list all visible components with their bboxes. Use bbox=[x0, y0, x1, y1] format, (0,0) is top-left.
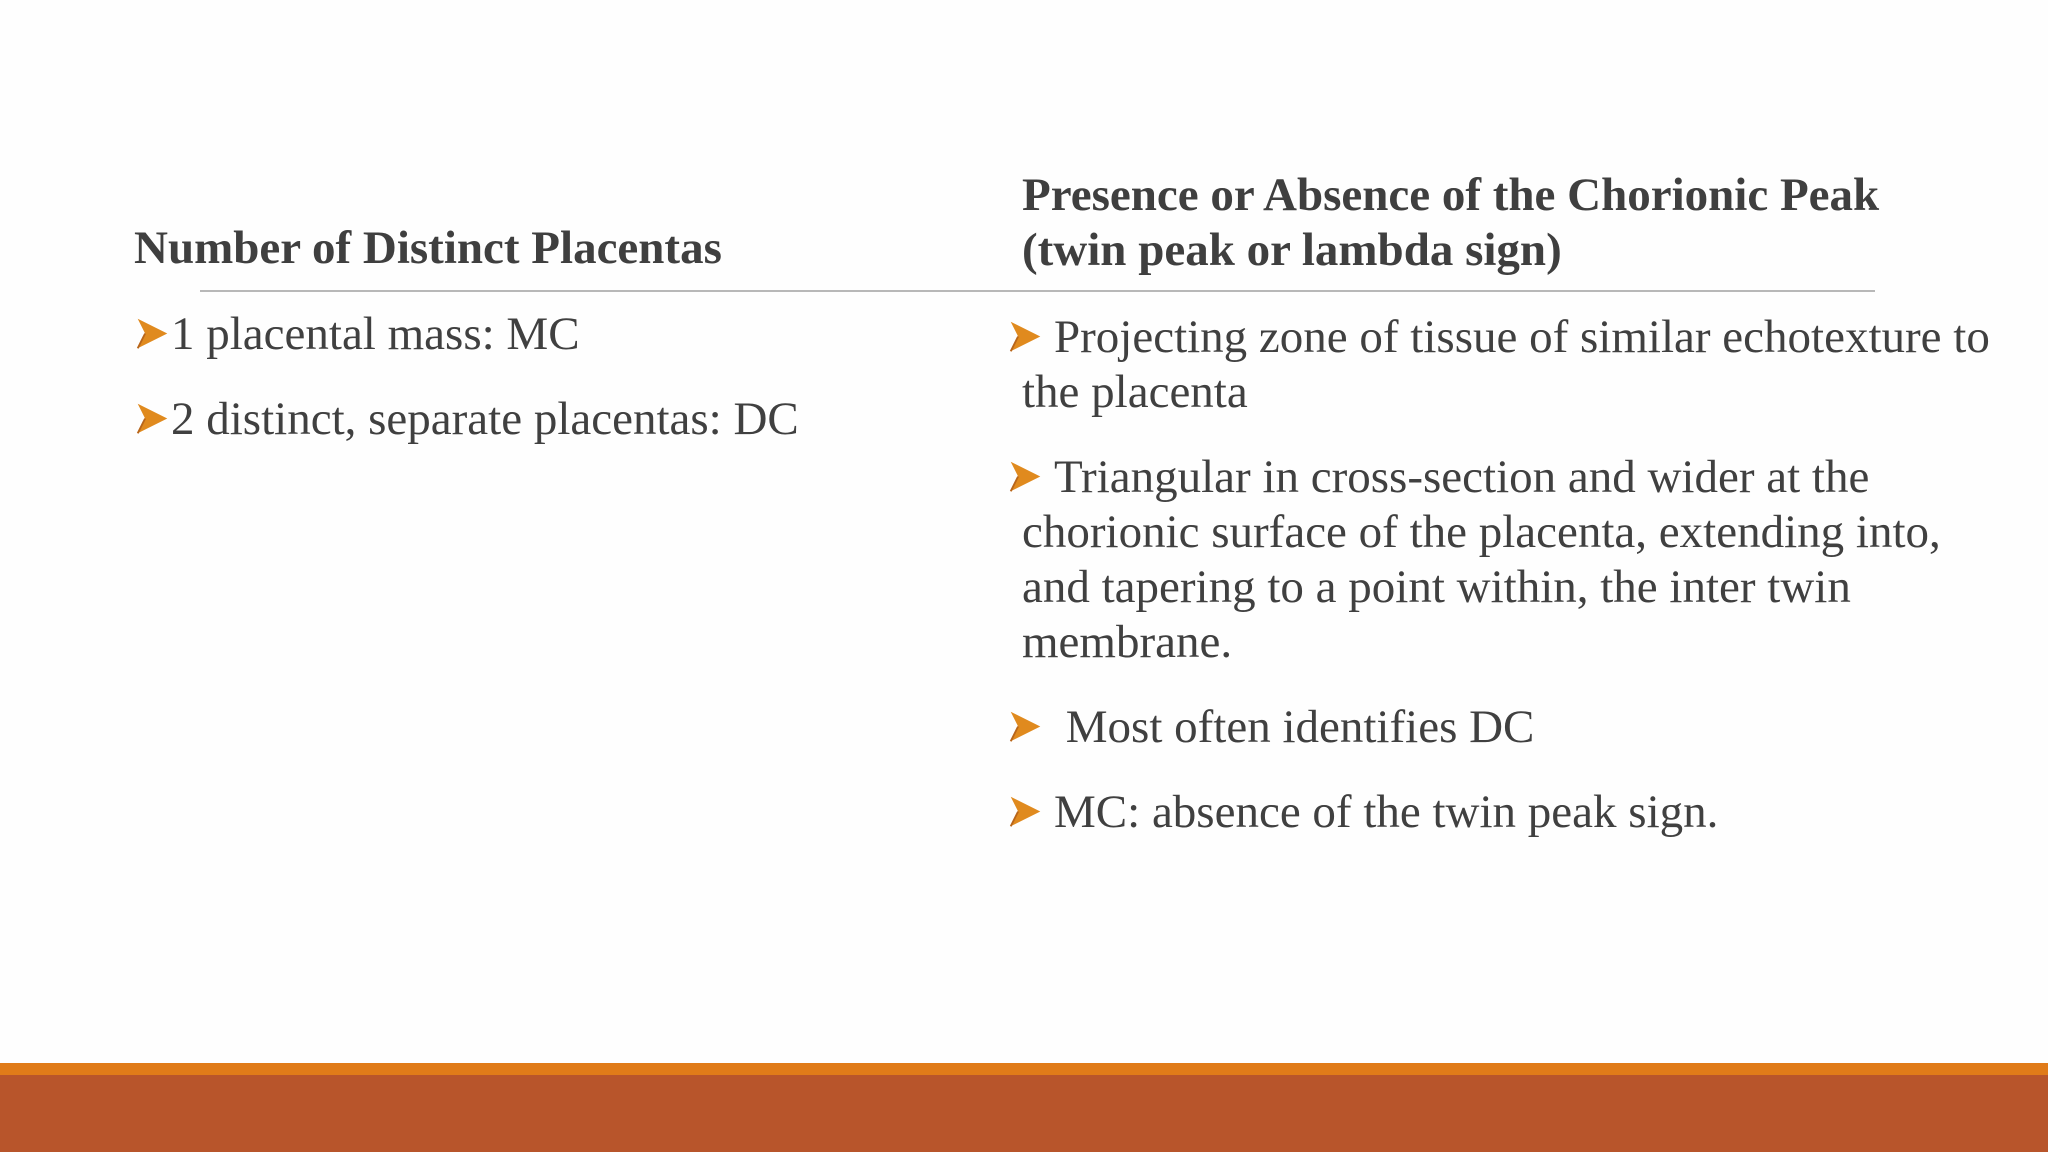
arrow-bullet-icon bbox=[1007, 793, 1044, 830]
right-column-heading bbox=[1022, 168, 2022, 278]
list-item bbox=[1007, 700, 2007, 755]
bullet-text: Projecting zone of tissue of similar echotexture to the placenta bbox=[1022, 311, 1990, 418]
bullet-text: MC: absence of the twin peak sign. bbox=[1054, 786, 1719, 838]
bullet-text: 2 distinct, separate placentas: DC bbox=[171, 393, 799, 445]
arrow-bullet-icon bbox=[134, 315, 171, 352]
right-heading-line2: (twin peak or lambda sign) bbox=[1022, 224, 1562, 276]
bottom-footer-bar bbox=[0, 1075, 2048, 1152]
bullet-text: Triangular in cross-section and wider at the chorionic surface of the placenta, extending into, and tapering to a point within, the inter twin membrane. bbox=[1022, 451, 1941, 668]
arrow-bullet-icon bbox=[134, 400, 171, 437]
bullet-text: Most often identifies DC bbox=[1054, 701, 1535, 753]
left-column-heading: Number of Distinct Placentas bbox=[134, 222, 722, 274]
left-bullet-list bbox=[134, 307, 994, 477]
list-item bbox=[1007, 785, 2007, 840]
arrow-bullet-icon bbox=[1007, 708, 1044, 745]
list-item bbox=[1007, 310, 2007, 420]
bottom-accent-stripe bbox=[0, 1063, 2048, 1075]
bullet-text: 1 placental mass: MC bbox=[171, 308, 580, 360]
right-bullet-list bbox=[1007, 310, 2007, 870]
header-divider bbox=[200, 290, 1875, 292]
right-heading-line1: Presence or Absence of the Chorionic Peak bbox=[1022, 169, 1880, 221]
list-item bbox=[1007, 450, 2007, 670]
list-item bbox=[134, 392, 994, 447]
list-item bbox=[134, 307, 994, 362]
arrow-bullet-icon bbox=[1007, 458, 1044, 495]
arrow-bullet-icon bbox=[1007, 318, 1044, 355]
